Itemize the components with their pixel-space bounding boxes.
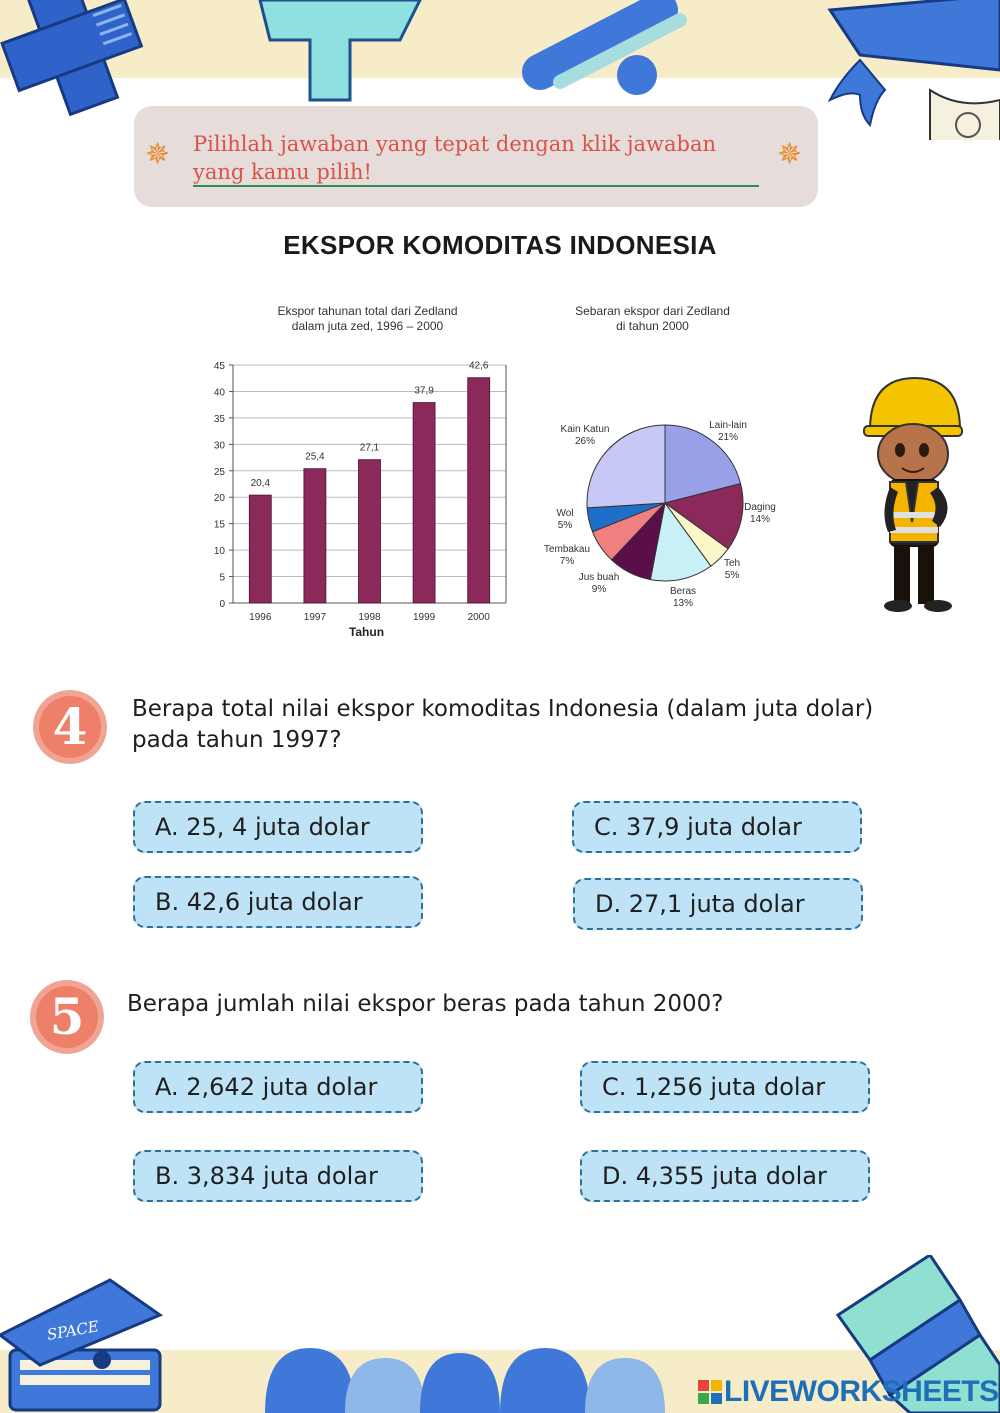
bar-2000 — [468, 378, 490, 603]
question-4-text — [132, 694, 952, 756]
pie-slice-label: Jus buah — [578, 572, 620, 583]
q5-option-b-button[interactable]: B. 3,834 juta dolar — [133, 1150, 423, 1202]
q5-option-a-button[interactable]: A. 2,642 juta dolar — [133, 1061, 423, 1113]
q5-option-c-button[interactable]: C. 1,256 juta dolar — [580, 1061, 870, 1113]
bar-ytick-label: 0 — [219, 599, 225, 610]
bar-ytick-label: 30 — [213, 440, 225, 452]
q4-option-a-button[interactable]: A. 25, 4 juta dolar — [133, 801, 423, 853]
bar-ytick-label: 10 — [213, 546, 225, 558]
question-5-text: Berapa jumlah nilai ekspor beras pada tahun 2000? — [127, 991, 724, 1017]
bar-ytick-label: 20 — [213, 493, 225, 505]
bar-value-label: 42,6 — [468, 360, 489, 372]
pie-slice-percent: 14% — [749, 514, 771, 525]
bar-1999 — [413, 403, 435, 603]
plus-shape-icon — [0, 0, 155, 128]
question-4-line-1: Berapa total nilai ekspor komoditas Indonesia (dalam juta dolar) — [132, 696, 874, 722]
bar-ytick-label: 35 — [213, 413, 225, 425]
bar-ytick-label: 25 — [213, 466, 225, 478]
question-4-line-2: pada tahun 1997? — [132, 727, 342, 753]
bar-ytick-label: 15 — [213, 519, 225, 531]
t-shape-icon — [260, 0, 420, 100]
instruction-line-2: yang kamu pilih! — [193, 160, 372, 184]
pie-slice-percent: 13% — [672, 598, 694, 609]
pie-slice-percent: 5% — [724, 570, 740, 581]
bar-chart-title-line-1: Ekspor tahunan total dari Zedland — [277, 304, 458, 318]
instruction-underline — [193, 185, 759, 187]
question-4-number: 4 — [39, 696, 101, 758]
question-5-number: 5 — [36, 986, 98, 1048]
bar-value-label: 37,9 — [414, 385, 434, 397]
bar-chart-title — [230, 304, 505, 334]
pie-slice-label: Lain-lain — [709, 420, 747, 431]
bar-xtick-label: 2000 — [467, 612, 490, 623]
bar-xlabel: Tahun — [348, 625, 385, 639]
pie-slice-label: Wol — [556, 508, 574, 519]
pie-slice-percent: 21% — [717, 432, 739, 443]
bar-chart-title-line-2: dalam juta zed, 1996 – 2000 — [291, 319, 444, 333]
question-5-number-badge — [30, 980, 104, 1054]
graduation-cap-icon — [830, 0, 1000, 140]
instruction-text — [193, 130, 793, 186]
bar-ytick-label: 45 — [213, 361, 225, 372]
pie-slice-label: Kain Katun — [560, 424, 610, 435]
pie-chart-title-line-2: di tahun 2000 — [616, 319, 689, 333]
instruction-line-1: Pilihlah jawaban yang tepat dengan klik jawaban — [193, 132, 717, 156]
books-icon — [0, 1280, 160, 1410]
construction-worker-illustration — [860, 372, 965, 617]
pie-slice-percent: 9% — [591, 584, 607, 595]
bar-value-label: 25,4 — [305, 451, 325, 463]
pie-slice-label: Beras — [669, 586, 697, 597]
q4-option-d-button[interactable]: D. 27,1 juta dolar — [573, 878, 863, 930]
pie-chart-title — [555, 304, 750, 334]
bar-xtick-label: 1998 — [358, 612, 381, 623]
pie-slice-label: Tembakau — [543, 544, 591, 555]
page-title: EKSPOR KOMODITAS INDONESIA — [283, 230, 717, 260]
q4-option-c-button[interactable]: C. 37,9 juta dolar — [572, 801, 862, 853]
question-4-number-badge — [33, 690, 107, 764]
pie-slice-label: Teh — [723, 558, 741, 569]
sparkle-right-icon: ✵ — [777, 137, 803, 172]
book-label: SPACE — [45, 1317, 101, 1344]
pie-slice-percent: 7% — [559, 556, 575, 567]
q5-option-d-button[interactable]: D. 4,355 juta dolar — [580, 1150, 870, 1202]
bar-1998 — [359, 460, 381, 603]
pie-slice-kain-katun — [587, 425, 665, 508]
bar-1997 — [304, 469, 326, 603]
pill-shape-icon — [540, 10, 680, 95]
watermark: LIVEWORKSHEETS — [724, 1375, 999, 1408]
pie-slice-label: Daging — [744, 502, 776, 513]
bar-value-label: 20,4 — [250, 478, 271, 490]
pie-chart-title-line-1: Sebaran ekspor dari Zedland — [575, 304, 730, 318]
pie-chart — [530, 410, 790, 615]
bar-xtick-label: 1999 — [412, 612, 436, 623]
pie-slice-percent: 5% — [557, 520, 573, 531]
bar-xtick-label: 1996 — [249, 612, 272, 623]
blue-shapes-decor — [265, 1348, 665, 1413]
bar-xtick-label: 1997 — [303, 612, 327, 623]
bar-chart — [200, 340, 520, 645]
pie-slice-percent: 26% — [574, 436, 596, 447]
bar-ytick-label: 40 — [213, 387, 225, 399]
sparkle-left-icon: ✵ — [145, 137, 171, 172]
bar-value-label: 27,1 — [359, 442, 380, 454]
q4-option-b-button[interactable]: B. 42,6 juta dolar — [133, 876, 423, 928]
liveworksheets-logo-icon — [698, 1380, 722, 1404]
bar-ytick-label: 5 — [219, 572, 225, 584]
bar-1996 — [249, 495, 271, 603]
